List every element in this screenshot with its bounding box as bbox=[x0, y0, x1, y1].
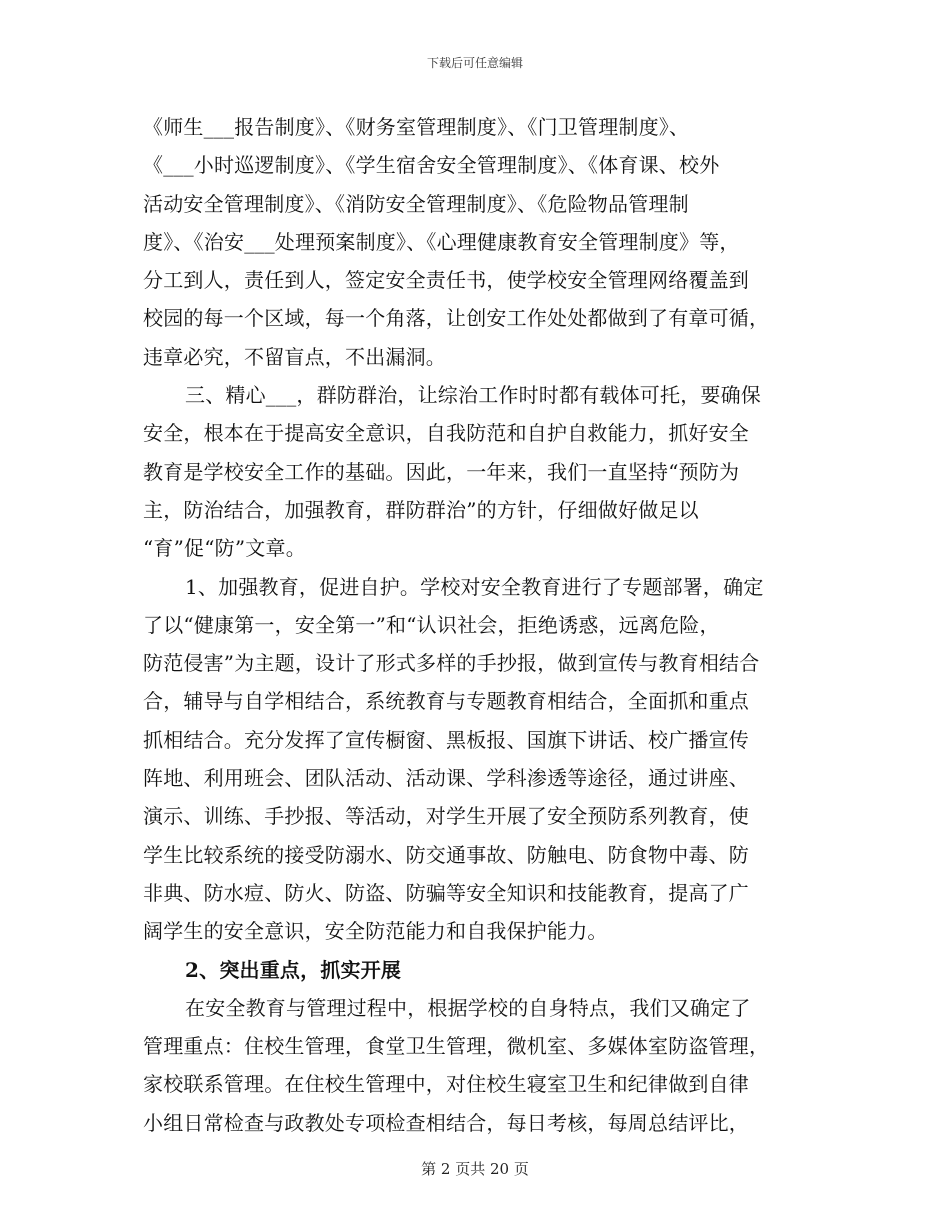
text-line: 家校联系管理。在住校生管理中，对住校生寝室卫生和纪律做到自律 bbox=[143, 1072, 749, 1097]
page-header: 下载后可任意编辑 bbox=[426, 56, 523, 70]
text-line: 管理重点：住校生管理，食堂卫生管理，微机室、多媒体室防盗管理， bbox=[143, 1034, 770, 1059]
text-line: 阔学生的安全意识，安全防范能力和自我保护能力。 bbox=[143, 919, 608, 944]
section-heading: 2、突出重点，抓实开展 bbox=[185, 957, 402, 982]
text-line: 演示、训练、手抄报、等活动，对学生开展了安全预防系列教育，使 bbox=[143, 804, 749, 829]
text-line: 合，辅导与自学相结合，系统教育与专题教育相结合，全面抓和重点 bbox=[143, 689, 749, 714]
text-line: 学生比较系统的接受防溺水、防交通事故、防触电、防食物中毒、防 bbox=[143, 842, 749, 867]
text-line: 阵地、利用班会、团队活动、活动课、学科渗透等途径，通过讲座、 bbox=[143, 766, 749, 791]
text-line: 1、加强教育，促进自护。学校对安全教育进行了专题部署，确定 bbox=[185, 574, 764, 599]
text-line: 教育是学校安全工作的基础。因此，一年来，我们一直坚持“预防为 bbox=[143, 459, 740, 484]
document-body bbox=[143, 108, 823, 1142]
text-line: 小组日常检查与政教处专项检查相结合，每日考核，每周总结评比， bbox=[143, 1110, 749, 1135]
text-line: 主，防治结合，加强教育，群防群治”的方针，仔细做好做足以 bbox=[143, 497, 699, 522]
text-line: 非典、防水痘、防火、防盗、防骗等安全知识和技能教育，提高了广 bbox=[143, 880, 749, 905]
text-line: 《师生___报告制度》、《财务室管理制度》、《门卫管理制度》、 bbox=[143, 115, 690, 139]
text-line: 活动安全管理制度》、《消防安全管理制度》、《危险物品管理制 bbox=[143, 191, 689, 216]
text-line: 在安全教育与管理过程中，根据学校的自身特点，我们又确定了 bbox=[185, 995, 751, 1020]
text-line: “育”促“防”文章。 bbox=[143, 536, 306, 561]
text-line: 安全，根本在于提高安全意识，自我防范和自护自救能力，抓好安全 bbox=[143, 421, 749, 446]
text-line: 度》、《治安___处理预案制度》、《心理健康教育安全管理制度》等， bbox=[143, 229, 740, 254]
page-footer: 第 2 页共 20 页 bbox=[421, 1160, 529, 1178]
text-line: 分工到人，责任到人，签定安全责任书，使学校安全管理网络覆盖到 bbox=[143, 268, 749, 293]
text-line: 抓相结合。充分发挥了宣传橱窗、黑板报、国旗下讲话、校广播宣传 bbox=[143, 727, 749, 752]
text-line: 《___小时巡逻制度》、《学生宿舍安全管理制度》、《体育课、校外 bbox=[143, 153, 720, 178]
text-line: 校园的每一个区域，每一个角落，让创安工作处处都做到了有章可循， bbox=[143, 306, 770, 331]
text-line: 了以“健康第一，安全第一”和“认识社会，拒绝诱惑，远离危险， bbox=[143, 612, 720, 637]
text-line: 三、精心___，群防群治，让综治工作时时都有载体可托，要确保 bbox=[185, 383, 761, 408]
text-line: 防范侵害”为主题，设计了形式多样的手抄报，做到宣传与教育相结合 bbox=[143, 651, 760, 676]
text-line: 违章必究，不留盲点，不出漏洞。 bbox=[143, 344, 446, 369]
